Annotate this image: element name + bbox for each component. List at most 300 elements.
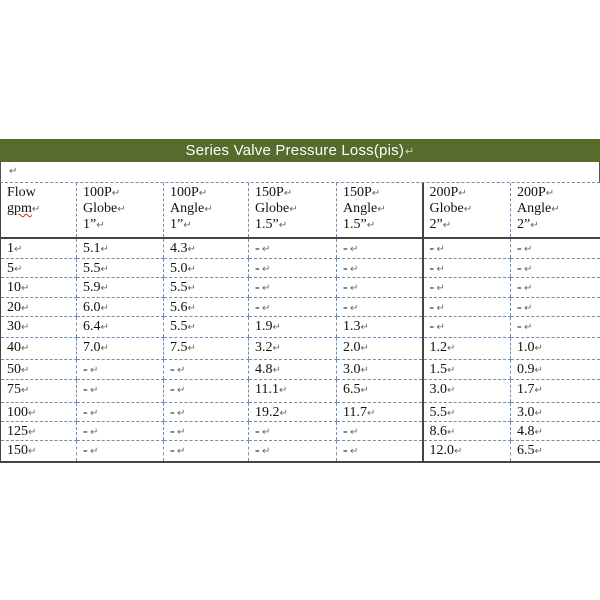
paragraph-mark: ↵ <box>405 146 415 158</box>
loss-cell <box>77 421 164 440</box>
cell-value: 6.5 <box>343 381 361 397</box>
flow-cell <box>1 421 77 440</box>
cell-value: 5.5 <box>170 318 188 334</box>
loss-cell <box>77 379 164 402</box>
header-text: Flow <box>7 185 36 200</box>
loss-cell <box>249 421 337 440</box>
paragraph-mark: ↵ <box>262 244 271 255</box>
flow-cell <box>1 258 77 277</box>
cell-value: - <box>429 318 435 334</box>
flow-cell <box>1 277 77 297</box>
header-text: gpm <box>7 201 32 216</box>
cell-value: 7.5 <box>170 339 188 355</box>
loss-cell <box>249 440 337 462</box>
cell-value: - <box>429 299 435 315</box>
paragraph-mark: ↵ <box>272 342 281 354</box>
paragraph-mark: ↵ <box>366 220 376 231</box>
paragraph-mark: ↵ <box>463 204 473 215</box>
loss-cell <box>511 379 600 402</box>
table-title-bar <box>0 139 600 162</box>
loss-cell <box>511 238 600 258</box>
header-line <box>83 217 163 233</box>
paragraph-mark: ↵ <box>436 282 445 294</box>
paragraph-mark: ↵ <box>524 263 533 275</box>
loss-cell <box>337 297 423 316</box>
header-line <box>430 217 511 233</box>
paragraph-mark: ↵ <box>360 364 369 376</box>
header-line <box>517 185 600 201</box>
cell-value: 12.0 <box>429 442 454 458</box>
loss-cell <box>77 440 164 462</box>
header-line <box>170 185 248 201</box>
loss-cell <box>423 421 511 440</box>
column-header <box>511 183 600 238</box>
paragraph-mark: ↵ <box>534 426 543 438</box>
loss-cell <box>164 379 249 402</box>
loss-cell <box>164 277 249 297</box>
header-text: Globe <box>429 201 464 216</box>
loss-cell <box>164 316 249 337</box>
paragraph-mark: ↵ <box>458 188 467 199</box>
paragraph-mark: ↵ <box>177 426 186 438</box>
flow-cell <box>1 379 77 402</box>
loss-cell <box>77 337 164 359</box>
cell-value: - <box>170 423 175 439</box>
cell-value: - <box>429 260 435 276</box>
cell-value: 5.5 <box>83 260 101 276</box>
paragraph-mark: ↵ <box>28 407 37 419</box>
header-text: Globe <box>83 201 118 216</box>
cell-value: 3.2 <box>255 339 273 355</box>
cell-value: 19.2 <box>255 404 280 420</box>
table-row <box>1 316 600 337</box>
loss-cell <box>511 440 600 462</box>
paragraph-mark: ↵ <box>272 364 281 376</box>
paragraph-mark: ↵ <box>360 384 369 396</box>
cell-value: 1 <box>7 241 14 256</box>
paragraph-mark: ↵ <box>262 282 271 294</box>
cell-value: - <box>170 442 175 458</box>
cell-value: - <box>343 423 348 439</box>
loss-cell <box>423 258 511 277</box>
cell-value: 0.9 <box>517 361 535 377</box>
cell-value: 50 <box>7 361 21 377</box>
paragraph-mark: ↵ <box>204 204 213 215</box>
cell-value: - <box>517 299 522 315</box>
paragraph-mark: ↵ <box>177 364 186 376</box>
header-line <box>255 201 336 217</box>
paragraph-mark: ↵ <box>100 282 109 294</box>
loss-cell <box>249 258 337 277</box>
loss-cell <box>164 238 249 258</box>
cell-value: 4.8 <box>255 361 273 377</box>
header-row <box>1 183 600 238</box>
header-line <box>430 185 511 201</box>
loss-cell <box>337 421 423 440</box>
loss-cell <box>337 440 423 462</box>
cell-value: 4.8 <box>517 423 535 439</box>
paragraph-mark: ↵ <box>177 445 186 457</box>
cell-value: 7.0 <box>83 339 101 355</box>
paragraph-mark: ↵ <box>545 188 555 199</box>
cell-value: 4.3 <box>170 241 188 256</box>
cell-value: - <box>83 361 88 377</box>
loss-cell <box>337 277 423 297</box>
paragraph-mark: ↵ <box>447 384 456 396</box>
loss-cell <box>77 316 164 337</box>
cell-value: - <box>343 260 348 276</box>
loss-cell <box>249 316 337 337</box>
header-text: 2” <box>429 217 443 232</box>
paragraph-mark: ↵ <box>9 166 18 177</box>
loss-cell <box>423 379 511 402</box>
cell-value: 1.3 <box>343 318 361 334</box>
header-line <box>170 201 248 217</box>
paragraph-mark: ↵ <box>117 204 126 215</box>
paragraph-mark: ↵ <box>21 364 30 376</box>
loss-cell <box>511 258 600 277</box>
cell-value: - <box>170 361 175 377</box>
cell-value: 75 <box>7 381 21 397</box>
header-text: 200P <box>429 185 459 200</box>
paragraph-mark: ↵ <box>551 204 560 215</box>
header-text: 1.5” <box>255 217 279 232</box>
loss-cell <box>423 316 511 337</box>
cell-value: - <box>83 404 88 420</box>
paragraph-mark: ↵ <box>272 321 281 333</box>
paragraph-mark: ↵ <box>262 263 271 275</box>
header-line <box>343 217 422 233</box>
cell-value: 40 <box>7 339 21 355</box>
cell-value: 5 <box>7 260 14 276</box>
loss-cell <box>423 337 511 359</box>
loss-cell <box>249 359 337 379</box>
header-line <box>255 185 336 201</box>
loss-cell <box>249 379 337 402</box>
header-text: 150P <box>255 185 284 200</box>
paragraph-mark: ↵ <box>262 302 271 314</box>
paragraph-mark: ↵ <box>183 220 192 231</box>
table-row <box>1 379 600 402</box>
header-text: 100P <box>83 185 112 200</box>
cell-value: 2.0 <box>343 339 361 355</box>
paragraph-mark: ↵ <box>436 302 445 314</box>
cell-value: - <box>343 241 348 256</box>
loss-cell <box>423 297 511 316</box>
loss-cell <box>164 297 249 316</box>
cell-value: 6.4 <box>83 318 101 334</box>
paragraph-mark: ↵ <box>534 407 543 419</box>
cell-value: 1.9 <box>255 318 273 334</box>
loss-cell <box>164 402 249 421</box>
loss-cell <box>249 238 337 258</box>
loss-cell <box>77 258 164 277</box>
cell-value: 5.5 <box>170 279 188 295</box>
flow-cell <box>1 359 77 379</box>
paragraph-mark: ↵ <box>447 426 456 438</box>
cell-value: 1.0 <box>517 339 535 355</box>
cell-value: - <box>255 241 260 256</box>
cell-value: 1.2 <box>429 339 447 355</box>
header-line <box>83 201 163 217</box>
flow-cell <box>1 337 77 359</box>
cell-value: - <box>429 279 435 295</box>
header-text: 150P <box>343 185 372 200</box>
paragraph-mark: ↵ <box>198 188 208 199</box>
cell-value: 11.1 <box>255 381 279 397</box>
cell-value: - <box>83 423 88 439</box>
paragraph-mark: ↵ <box>111 188 121 199</box>
paragraph-mark: ↵ <box>90 426 99 438</box>
loss-cell <box>337 379 423 402</box>
paragraph-mark: ↵ <box>436 321 445 333</box>
loss-cell <box>423 440 511 462</box>
loss-cell <box>164 337 249 359</box>
table-row <box>1 238 600 258</box>
cell-value: 11.7 <box>343 404 367 420</box>
header-text: 100P <box>170 185 199 200</box>
loss-cell <box>77 277 164 297</box>
paragraph-mark: ↵ <box>371 188 381 199</box>
paragraph-mark: ↵ <box>100 321 109 333</box>
table-row <box>1 421 600 440</box>
paragraph-mark: ↵ <box>96 220 105 231</box>
header-line <box>255 217 336 233</box>
cell-value: 5.5 <box>429 404 447 420</box>
paragraph-mark: ↵ <box>90 407 99 419</box>
loss-cell <box>423 277 511 297</box>
header-text: Globe <box>255 201 290 216</box>
header-text: 200P <box>517 185 546 200</box>
loss-cell <box>423 359 511 379</box>
cell-value: - <box>343 279 348 295</box>
loss-cell <box>164 258 249 277</box>
paragraph-mark: ↵ <box>90 364 99 376</box>
paragraph-mark: ↵ <box>21 342 30 354</box>
cell-value: 5.1 <box>83 241 101 256</box>
cell-value: 1.5 <box>429 361 447 377</box>
paragraph-mark: ↵ <box>90 384 99 396</box>
loss-cell <box>77 238 164 258</box>
paragraph-mark: ↵ <box>442 220 452 231</box>
paragraph-mark: ↵ <box>289 204 298 215</box>
paragraph-mark: ↵ <box>436 263 445 275</box>
paragraph-mark: ↵ <box>534 384 543 396</box>
loss-cell <box>77 297 164 316</box>
cell-value: - <box>170 381 175 397</box>
paragraph-mark: ↵ <box>524 282 533 294</box>
table-row <box>1 277 600 297</box>
cell-value: 6.0 <box>83 299 101 315</box>
table-row <box>1 402 600 421</box>
paragraph-mark: ↵ <box>187 282 196 294</box>
flow-cell <box>1 402 77 421</box>
loss-cell <box>77 402 164 421</box>
table-row <box>1 297 600 316</box>
paragraph-mark: ↵ <box>377 204 386 215</box>
paragraph-mark: ↵ <box>436 244 445 255</box>
cell-value: 5.6 <box>170 299 188 315</box>
loss-cell <box>511 359 600 379</box>
paragraph-mark: ↵ <box>366 407 376 419</box>
cell-value: - <box>517 241 522 256</box>
cell-value: - <box>255 299 260 315</box>
loss-cell <box>249 337 337 359</box>
loss-cell <box>337 238 423 258</box>
paragraph-mark: ↵ <box>279 407 288 419</box>
loss-cell <box>423 238 511 258</box>
cell-value: 6.5 <box>517 442 535 458</box>
paragraph-mark: ↵ <box>350 426 359 438</box>
paragraph-mark: ↵ <box>187 302 196 314</box>
loss-cell <box>511 421 600 440</box>
paragraph-mark: ↵ <box>278 220 288 231</box>
cell-value: 3.0 <box>343 361 361 377</box>
cell-value: 100 <box>7 404 28 420</box>
loss-cell <box>77 359 164 379</box>
cell-value: - <box>517 260 522 276</box>
paragraph-mark: ↵ <box>100 263 109 275</box>
header-line <box>343 201 422 217</box>
cell-value: - <box>255 423 260 439</box>
paragraph-mark: ↵ <box>21 302 30 314</box>
header-line <box>7 201 76 217</box>
paragraph-mark: ↵ <box>530 220 539 231</box>
paragraph-mark: ↵ <box>21 384 30 396</box>
paragraph-mark: ↵ <box>100 342 109 354</box>
table-title: Series Valve Pressure Loss(pis) <box>185 142 405 159</box>
header-line <box>170 217 248 233</box>
cell-value: 5.9 <box>83 279 101 295</box>
column-header <box>337 183 423 238</box>
paragraph-mark: ↵ <box>283 188 293 199</box>
paragraph-mark: ↵ <box>262 445 271 457</box>
paragraph-mark: ↵ <box>360 342 369 354</box>
loss-cell <box>249 277 337 297</box>
loss-cell <box>164 440 249 462</box>
loss-cell <box>511 277 600 297</box>
cell-value: 3.0 <box>517 404 535 420</box>
paragraph-mark: ↵ <box>90 445 99 457</box>
loss-cell <box>423 402 511 421</box>
cell-value: 3.0 <box>429 381 447 397</box>
loss-cell <box>337 402 423 421</box>
paragraph-mark: ↵ <box>262 426 271 438</box>
loss-cell <box>164 359 249 379</box>
loss-cell <box>337 258 423 277</box>
cell-value: 20 <box>7 299 21 315</box>
paragraph-mark: ↵ <box>187 244 196 255</box>
paragraph-mark: ↵ <box>278 384 288 396</box>
cell-value: - <box>255 260 260 276</box>
table-row <box>1 440 600 462</box>
paragraph-mark: ↵ <box>350 282 359 294</box>
paragraph-mark: ↵ <box>534 342 543 354</box>
paragraph-mark: ↵ <box>187 321 196 333</box>
cell-value: 150 <box>7 442 28 458</box>
loss-cell <box>511 337 600 359</box>
paragraph-mark: ↵ <box>360 321 369 333</box>
paragraph-mark: ↵ <box>21 282 30 294</box>
loss-cell <box>249 297 337 316</box>
cell-value: - <box>517 318 522 334</box>
pressure-loss-table <box>0 139 600 463</box>
loss-cell <box>249 402 337 421</box>
paragraph-mark: ↵ <box>350 263 359 275</box>
paragraph-mark: ↵ <box>187 342 196 354</box>
paragraph-mark: ↵ <box>21 321 30 333</box>
cell-value: 10 <box>7 279 21 295</box>
paragraph-mark: ↵ <box>447 407 456 419</box>
cell-value: - <box>343 299 348 315</box>
header-line <box>430 201 511 217</box>
column-header <box>164 183 249 238</box>
table-row <box>1 337 600 359</box>
loss-cell <box>164 421 249 440</box>
paragraph-mark: ↵ <box>28 445 37 457</box>
table-row <box>1 359 600 379</box>
header-text: Angle <box>517 201 552 216</box>
table-row <box>1 258 600 277</box>
cell-value: - <box>255 442 260 458</box>
cell-value: - <box>343 442 348 458</box>
header-line <box>343 185 422 201</box>
paragraph-mark: ↵ <box>28 426 37 438</box>
paragraph-mark: ↵ <box>454 445 463 457</box>
cell-value: - <box>517 279 522 295</box>
flow-cell <box>1 297 77 316</box>
header-line <box>517 217 600 233</box>
paragraph-mark: ↵ <box>31 204 41 215</box>
header-text: Angle <box>170 201 205 216</box>
cell-value: 30 <box>7 318 21 334</box>
paragraph-mark: ↵ <box>350 302 359 314</box>
cell-value: - <box>170 404 175 420</box>
paragraph-mark: ↵ <box>524 321 533 333</box>
header-text: 2” <box>517 217 531 232</box>
paragraph-mark: ↵ <box>524 302 533 314</box>
paragraph-mark: ↵ <box>447 364 456 376</box>
flow-cell <box>1 238 77 258</box>
cell-value: 1.7 <box>517 381 535 397</box>
paragraph-mark: ↵ <box>100 244 109 255</box>
header-text: 1.5” <box>343 217 367 232</box>
paragraph-mark: ↵ <box>350 244 359 255</box>
paragraph-mark: ↵ <box>534 364 543 376</box>
loss-cell <box>337 359 423 379</box>
cell-value: 5.0 <box>170 260 188 276</box>
paragraph-mark: ↵ <box>447 342 456 354</box>
paragraph-mark: ↵ <box>14 244 23 255</box>
header-line <box>83 185 163 201</box>
header-line <box>517 201 600 217</box>
header-text: 1” <box>83 217 97 232</box>
paragraph-mark: ↵ <box>350 445 359 457</box>
column-header <box>1 183 77 238</box>
paragraph-mark: ↵ <box>524 244 533 255</box>
paragraph-mark: ↵ <box>14 263 23 275</box>
loss-cell <box>337 337 423 359</box>
cell-value: 8.6 <box>429 423 447 439</box>
cell-value: - <box>429 241 435 256</box>
paragraph-mark: ↵ <box>100 302 109 314</box>
empty-paragraph-row <box>0 162 600 183</box>
loss-cell <box>511 297 600 316</box>
loss-cell <box>511 402 600 421</box>
paragraph-mark: ↵ <box>177 407 186 419</box>
column-header <box>423 183 511 238</box>
column-header <box>249 183 337 238</box>
